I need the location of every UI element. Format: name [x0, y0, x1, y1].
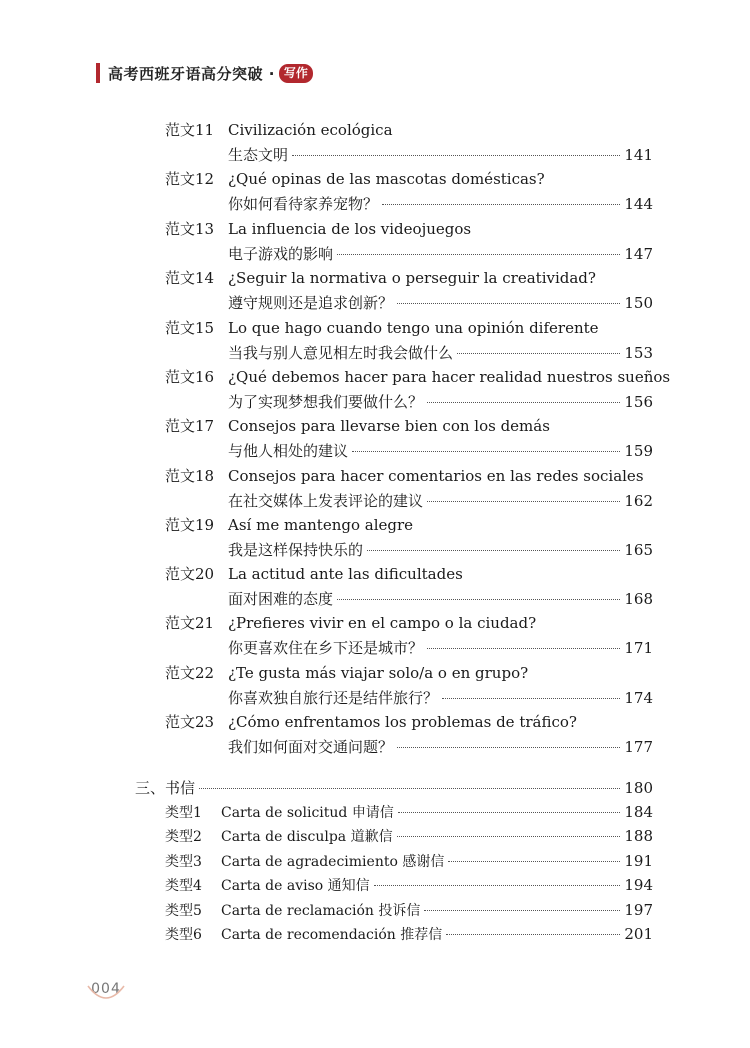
dot-leader	[424, 910, 620, 911]
type-page: 194	[624, 876, 653, 894]
type-title: Carta de disculpa 道歉信	[221, 829, 393, 845]
toc-entry[interactable]	[0, 712, 750, 760]
running-header	[96, 62, 313, 84]
type-title: Carta de agradecimiento 感谢信	[221, 854, 445, 870]
dot-leader	[367, 550, 620, 551]
section-title: 三、书信	[135, 779, 196, 797]
type-page: 191	[624, 852, 653, 870]
entry-title: ¿Te gusta más viajar solo/a o en grupo?	[228, 664, 529, 682]
entry-label: 范文23	[165, 713, 215, 731]
page-number-text: 004	[91, 981, 121, 997]
entry-page: 153	[624, 344, 653, 362]
dot-leader	[457, 353, 620, 354]
entry-label: 范文21	[165, 614, 215, 632]
dot-leader	[382, 204, 620, 205]
entry-page: 141	[624, 146, 653, 164]
toc-entry[interactable]	[0, 120, 750, 168]
entry-subtitle-line	[228, 343, 653, 363]
toc-entry[interactable]	[0, 318, 750, 366]
type-label: 类型4	[165, 878, 202, 894]
page-number-arc-icon	[86, 984, 126, 1006]
type-entry[interactable]	[165, 924, 653, 945]
entry-subtitle: 你如何看待家养宠物？	[228, 195, 379, 213]
type-label: 类型5	[165, 903, 202, 919]
entry-title: Consejos para hacer comentarios en las redes sociales	[228, 467, 644, 485]
entry-subtitle-line	[228, 244, 653, 264]
toc-entry[interactable]	[0, 416, 750, 464]
dot-leader	[448, 861, 620, 862]
entry-subtitle: 在社交媒体上发表评论的建议	[228, 492, 424, 510]
entry-page: 165	[624, 541, 653, 559]
entry-subtitle: 当我与别人意见相左时我会做什么	[228, 344, 454, 362]
dot-leader	[397, 303, 620, 304]
entry-label: 范文15	[165, 319, 215, 337]
entry-label: 范文18	[165, 467, 215, 485]
entry-page: 150	[624, 294, 653, 312]
entry-label: 范文17	[165, 417, 215, 435]
toc-entry[interactable]	[0, 613, 750, 661]
type-title: Carta de aviso 通知信	[221, 878, 370, 894]
dot-leader	[427, 648, 620, 649]
entry-subtitle: 我是这样保持快乐的	[228, 541, 364, 559]
entry-title: ¿Cómo enfrentamos los problemas de tráfico?	[228, 713, 577, 731]
entry-subtitle-line	[228, 589, 653, 609]
entry-subtitle: 我们如何面对交通问题？	[228, 738, 394, 756]
entry-page: 177	[624, 738, 653, 756]
section-page: 180	[624, 779, 653, 797]
entry-page: 147	[624, 245, 653, 263]
toc-entry[interactable]	[0, 663, 750, 711]
entry-page: 171	[624, 639, 653, 657]
entry-subtitle: 你喜欢独自旅行还是结伴旅行？	[228, 689, 439, 707]
entry-label: 范文20	[165, 565, 215, 583]
page-number	[86, 978, 126, 1006]
type-entry[interactable]	[165, 826, 653, 847]
type-title: Carta de recomendación 推荐信	[221, 927, 443, 943]
type-page: 197	[624, 901, 653, 919]
dot-leader	[427, 402, 620, 403]
entry-title: Así me mantengo alegre	[228, 516, 414, 534]
dot-leader	[446, 934, 620, 935]
entry-subtitle: 电子游戏的影响	[228, 245, 334, 263]
entry-subtitle-line	[228, 638, 653, 658]
type-title: Carta de reclamación 投诉信	[221, 903, 421, 919]
type-label: 类型1	[165, 805, 202, 821]
entry-subtitle-line	[228, 737, 653, 757]
entry-subtitle-line	[228, 392, 653, 412]
toc-entry[interactable]	[0, 466, 750, 514]
header-title: 高考西班牙语高分突破 ·	[108, 64, 275, 83]
dot-leader	[397, 836, 621, 837]
entry-subtitle: 遵守规则还是追求创新？	[228, 294, 394, 312]
entry-subtitle-line	[228, 491, 653, 511]
entry-label: 范文16	[165, 368, 215, 386]
entry-subtitle-line	[228, 145, 653, 165]
type-entry[interactable]	[165, 802, 653, 823]
dot-leader	[352, 451, 620, 452]
dot-leader	[337, 599, 620, 600]
dot-leader	[374, 885, 621, 886]
dot-leader	[337, 254, 620, 255]
dot-leader	[442, 698, 620, 699]
entry-title: ¿Prefieres vivir en el campo o la ciudad?	[228, 614, 537, 632]
dot-leader	[427, 501, 620, 502]
toc-entry[interactable]	[0, 268, 750, 316]
entry-title: ¿Qué debemos hacer para hacer realidad nuestros sueños	[228, 368, 671, 386]
dot-leader	[398, 812, 621, 813]
type-label: 类型6	[165, 927, 202, 943]
type-entry[interactable]	[165, 875, 653, 896]
type-page: 188	[624, 827, 653, 845]
type-page: 184	[624, 803, 653, 821]
entry-title: Lo que hago cuando tengo una opinión diferente	[228, 319, 599, 337]
entry-subtitle: 为了实现梦想我们要做什么？	[228, 393, 424, 411]
entry-subtitle: 与他人相处的建议	[228, 442, 349, 460]
entry-title: Consejos para llevarse bien con los demás	[228, 417, 550, 435]
type-entry[interactable]	[165, 900, 653, 921]
entry-page: 156	[624, 393, 653, 411]
toc-entry[interactable]	[0, 564, 750, 612]
type-title: Carta de solicitud 申请信	[221, 805, 394, 821]
type-entry[interactable]	[165, 851, 653, 872]
toc-entry[interactable]	[0, 367, 750, 415]
entry-page: 174	[624, 689, 653, 707]
toc-entry[interactable]	[0, 515, 750, 563]
entry-subtitle-line	[228, 540, 653, 560]
entry-subtitle: 面对困难的态度	[228, 590, 334, 608]
entry-page: 144	[624, 195, 653, 213]
type-page: 201	[624, 925, 653, 943]
entry-title: ¿Seguir la normativa o perseguir la creatividad?	[228, 269, 596, 287]
entry-subtitle-line	[228, 194, 653, 214]
entry-subtitle: 你更喜欢住在乡下还是城市？	[228, 639, 424, 657]
entry-subtitle-line	[228, 293, 653, 313]
entry-subtitle-line	[228, 441, 653, 461]
type-label: 类型2	[165, 829, 202, 845]
entry-page: 159	[624, 442, 653, 460]
header-accent-bar	[96, 63, 100, 83]
entry-title: ¿Qué opinas de las mascotas domésticas?	[228, 170, 545, 188]
toc-entry[interactable]	[0, 219, 750, 267]
entry-label: 范文19	[165, 516, 215, 534]
section-heading-letters[interactable]	[135, 778, 653, 798]
entry-subtitle-line	[228, 688, 653, 708]
entry-subtitle: 生态文明	[228, 146, 289, 164]
entry-title: La actitud ante las dificultades	[228, 565, 463, 583]
entry-label: 范文22	[165, 664, 215, 682]
toc-entry[interactable]	[0, 169, 750, 217]
entry-label: 范文12	[165, 170, 215, 188]
dot-leader	[397, 747, 620, 748]
entry-title: La influencia de los videojuegos	[228, 220, 472, 238]
dot-leader	[292, 155, 620, 156]
dot-leader	[199, 788, 620, 789]
entry-page: 162	[624, 492, 653, 510]
entry-label: 范文13	[165, 220, 215, 238]
header-badge: 写作	[279, 64, 313, 83]
type-label: 类型3	[165, 854, 202, 870]
entry-title: Civilización ecológica	[228, 121, 393, 139]
entry-page: 168	[624, 590, 653, 608]
entry-label: 范文11	[165, 121, 215, 139]
entry-label: 范文14	[165, 269, 215, 287]
